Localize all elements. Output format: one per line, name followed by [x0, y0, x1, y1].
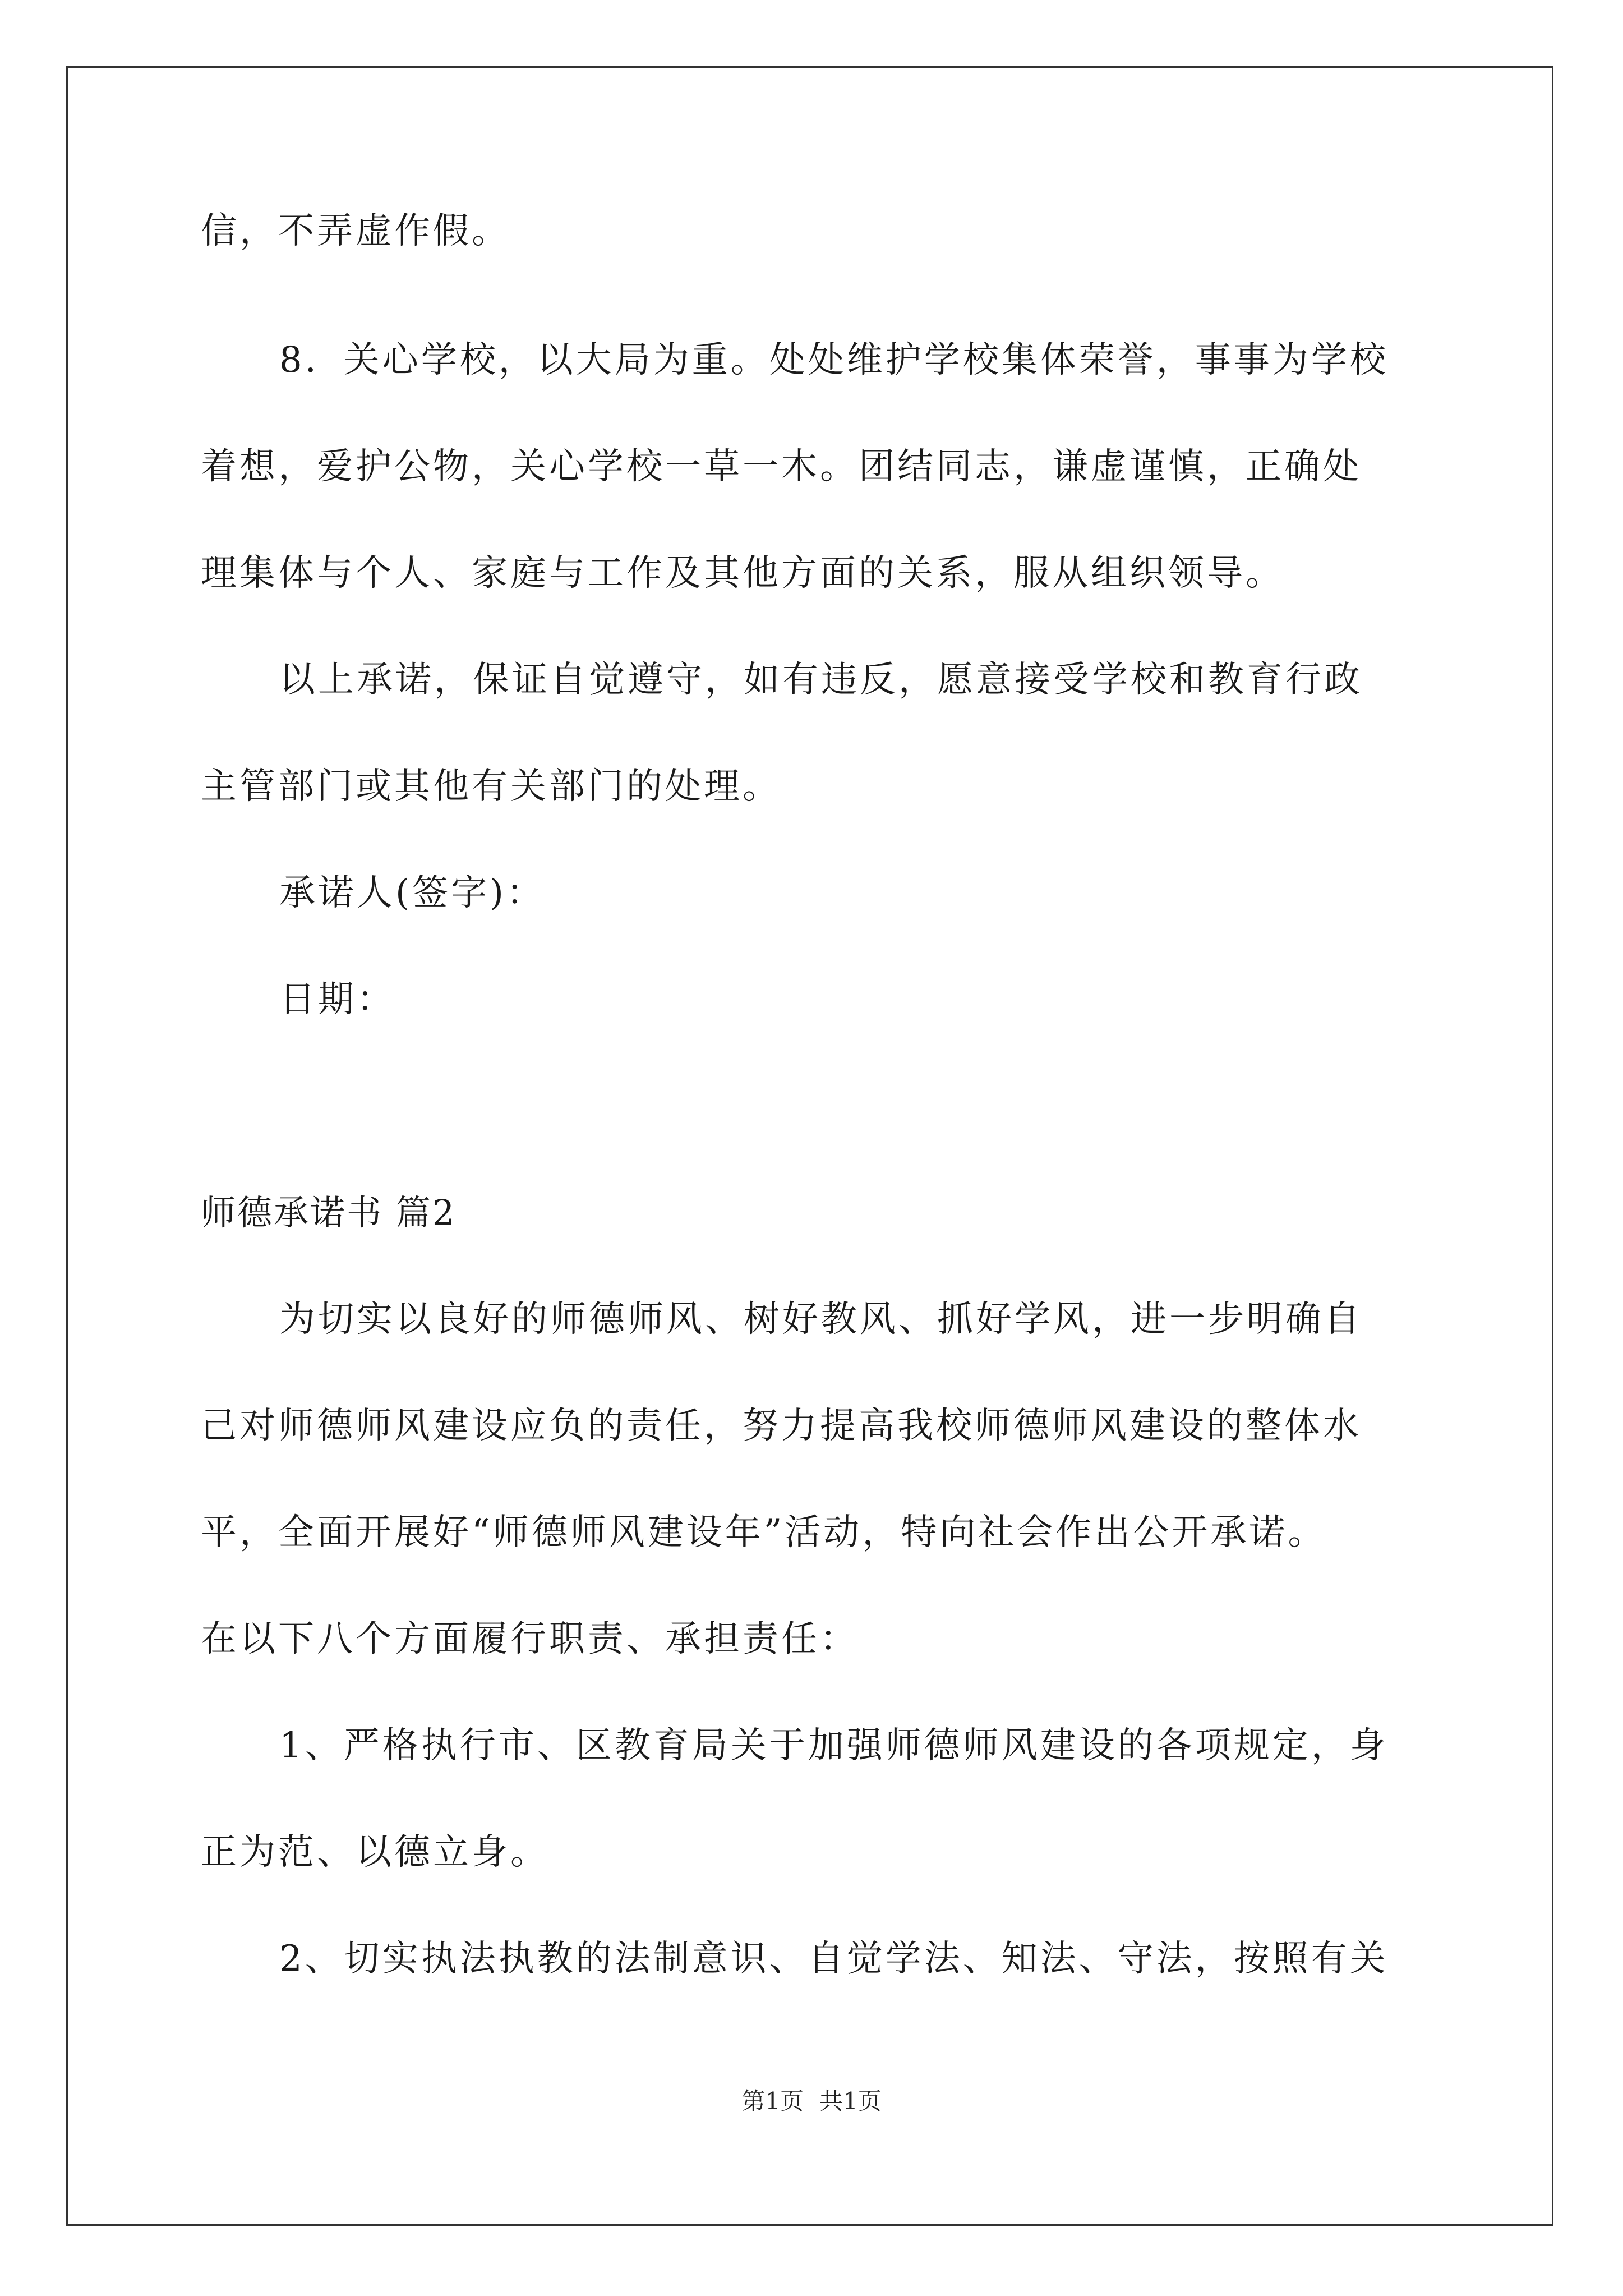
- paragraph-line: 8．关心学校，以大局为重。处处维护学校集体荣誉，事事为学校: [279, 339, 1389, 381]
- paragraph-line: 正为范、以德立身。: [201, 1832, 549, 1873]
- signature-label: 承诺人(签字)：: [279, 872, 545, 914]
- paragraph-line: 着想，爱护公物，关心学校一草一木。团结同志，谦虚谨慎，正确处: [201, 446, 1362, 487]
- paragraph-line: 信，不弄虚作假。: [201, 210, 510, 252]
- paragraph-line: 以上承诺，保证自觉遵守，如有违反，愿意接受学校和教育行政: [279, 659, 1363, 701]
- paragraph-line: 主管部门或其他有关部门的处理。: [201, 766, 781, 807]
- paragraph-line: 理集体与个人、家庭与工作及其他方面的关系，服从组织领导。: [201, 553, 1284, 594]
- page-footer: [0, 2086, 1623, 2117]
- page-number: 第1页: [741, 2087, 804, 2115]
- page-total: 共1页: [819, 2087, 882, 2115]
- paragraph-line: 1、严格执行市、区教育局关于加强师德师风建设的各项规定，身: [279, 1725, 1389, 1766]
- paragraph-line: 己对师德师风建设应负的责任，努力提高我校师德师风建设的整体水: [201, 1405, 1362, 1447]
- page-border: [66, 66, 1553, 2226]
- paragraph-line: 在以下八个方面履行职责、承担责任：: [201, 1618, 859, 1660]
- paragraph-line: 2、切实执法执教的法制意识、自觉学法、知法、守法，按照有关: [279, 1938, 1389, 1980]
- paragraph-line: 为切实以良好的师德师风、树好教风、抓好学风，进一步明确自: [279, 1299, 1363, 1340]
- paragraph-line: 平，全面开展好“师德师风建设年”活动，特向社会作出公开承诺。: [201, 1512, 1327, 1553]
- section-heading: 师德承诺书 篇2: [201, 1192, 457, 1233]
- date-label: 日期：: [279, 979, 395, 1020]
